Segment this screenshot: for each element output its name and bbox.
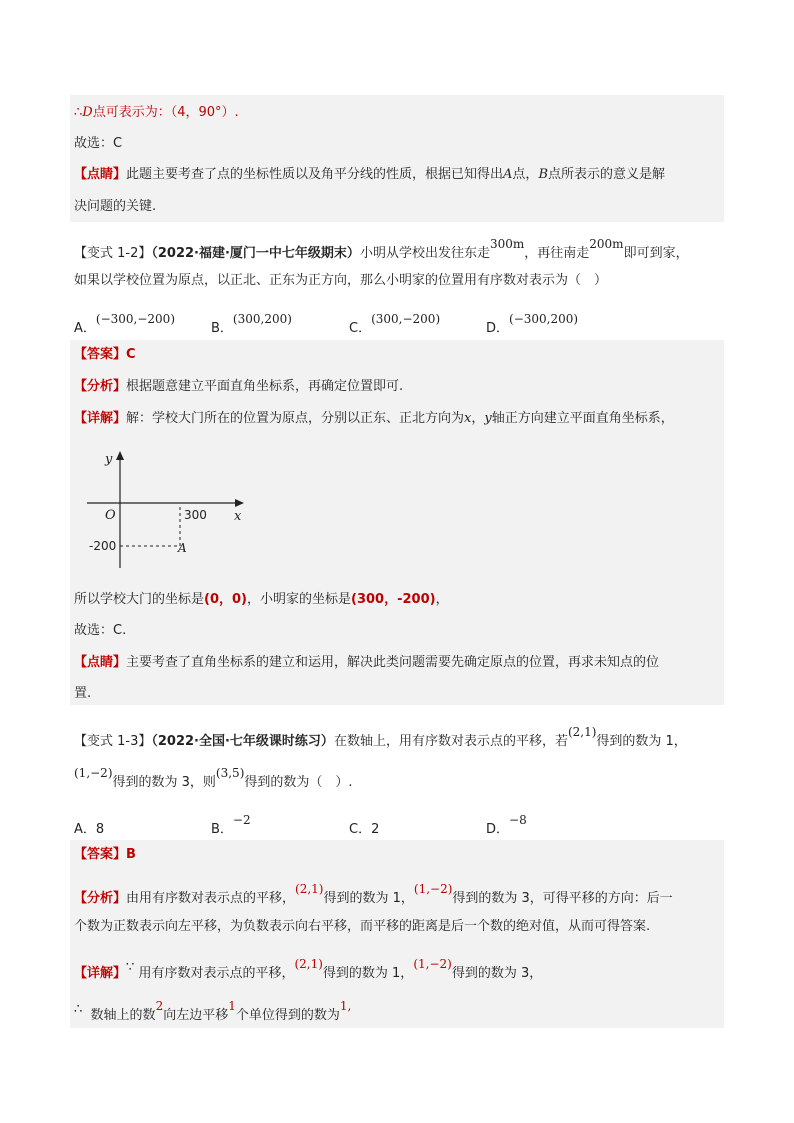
x-tick-300: 300 [184,508,207,522]
q12-line2: 如果以学校位置为原点，以正北、正东为正方向，那么小明家的位置用有序数对表示为（ ） [74,273,608,288]
a13-last: ∴ 数轴上的数2向左边平移1个单位得到的数为1, [74,999,352,1023]
q13-option-a: A．8 [74,822,105,837]
q13-option-d: D．−8 [486,813,527,837]
y-axis-label: y [105,452,113,467]
a12-comment-2: 置. [74,686,92,701]
block1-line3: 【点睛】此题主要考查了点的坐标性质以及角平分线的性质，根据已知得出A点，B点所表示的意义是解 [74,167,666,182]
a13-answer: 【答案】B [74,847,136,862]
a12-analysis: 【分析】根据题意建立平面直角坐标系，再确定位置即可. [74,379,404,394]
a12-answer: 【答案】C [74,347,136,362]
block1-line1: ∴D点可表示为：（4，90°）. [74,105,239,120]
a12-coords: 所以学校大门的坐标是(0，0)，小明家的坐标是(300，-200)， [74,592,449,607]
point-a-label: A [178,541,187,555]
a13-analysis: 【分析】由用有序数对表示点的平移，(2,1)得到的数为 1，(1,−2)得到的数为 3，可得平移的方向：后一 [74,882,673,906]
y-tick-neg200: -200 [89,539,117,553]
a12-detail: 【详解】解：学校大门所在的位置为原点，分别以正东、正北方向为x，y轴正方向建立平面直角坐标系， [74,411,674,426]
a12-choose: 故选：C. [74,623,127,638]
a12-comment: 【点睛】主要考查了直角坐标系的建立和运用，解决此类问题需要先确定原点的位置，再求未知点的位 [74,655,660,670]
a13-detail: 【详解】∵ 用有序数对表示点的平移，(2,1)得到的数为 1，(1,−2)得到的数为 3， [74,957,543,981]
q12-option-b: B．(300,200) [211,312,292,336]
coordinate-axes [72,443,257,573]
x-axis-label: x [234,509,242,524]
a13-analysis-2: 个数为正数表示向左平移，为负数表示向右平移，而平移的距离是后一个数的绝对值，从而可得答案. [74,919,651,934]
origin-label: O [105,508,116,523]
q13-line2: (1,−2)得到的数为 3，则(3,5)得到的数为（ ）. [74,766,353,790]
coordinate-figure [72,443,257,573]
q12-option-d: D．(−300,200) [486,312,579,336]
q13-line1: 【变式 1-3】（2022·全国·七年级课时练习）在数轴上，用有序数对表示点的平移，若(2,1)得到的数为 1， [74,725,687,749]
q13-option-b: B．−2 [211,813,251,837]
q12-option-c: C．(300,−200) [349,312,441,336]
block1-line2: 故选：C [74,136,123,151]
q12-line1: 【变式 1-2】（2022·福建·厦门一中七年级期末）小明从学校出发往东走300m，再往南走200m即可到家， [74,237,689,261]
block1-line4: 决问题的关键. [74,199,157,214]
q13-option-c: C．2 [349,822,380,837]
q12-option-a: A．(−300,−200) [74,312,176,336]
